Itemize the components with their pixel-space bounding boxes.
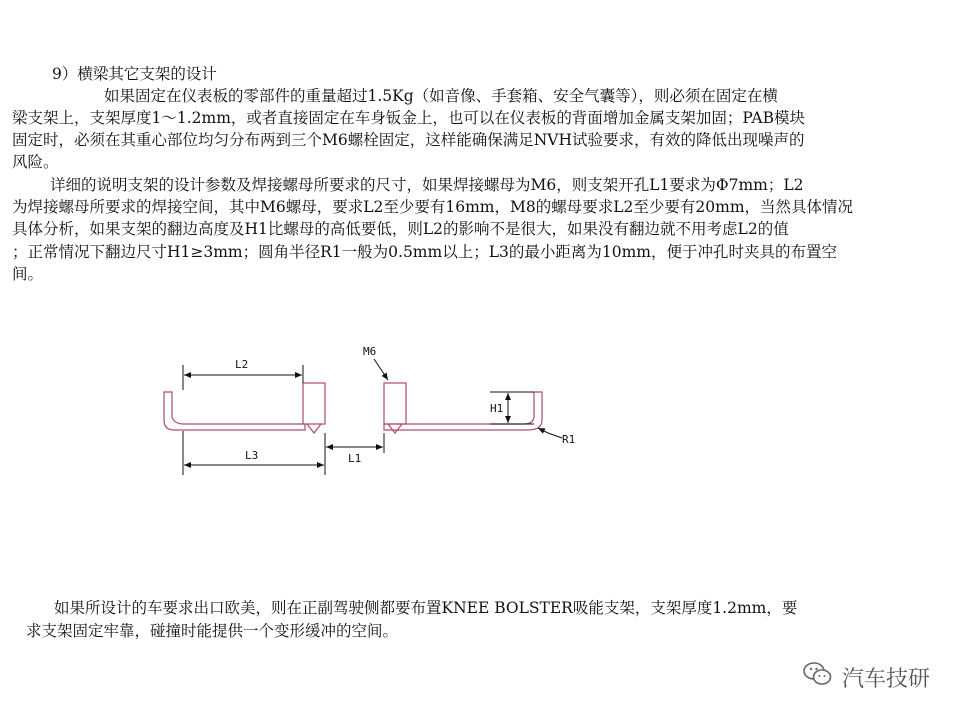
bracket-diagram — [150, 335, 600, 485]
para1-line2: 梁支架上，支架厚度1～1.2mm，或者直接固定在车身钣金上，也可以在仪表板的背面增加金属支架加固；PAB模块 — [12, 109, 806, 127]
label-h1: H1 — [490, 402, 504, 415]
para2-line3: 具体分析，如果支架的翻边高度及H1比螺母的高低要低，则L2的影响不是很大，如果没有翻边就不用考虑L2的值 — [12, 220, 789, 238]
left-bracket — [164, 392, 305, 430]
section-heading: 9）横梁其它支架的设计 — [52, 65, 217, 83]
para2-line4: ；正常情况下翻边尺寸H1≥3mm；圆角半径R1一般为0.5mm以上；L3的最小距离为10mm，便于冲孔时夹具的布置空 — [12, 243, 837, 261]
watermark-text: 汽车技研 — [841, 666, 930, 692]
para1-line3: 固定时，必须在其重心部位均匀分布两到三个M6螺栓固定，这样能确保满足NVH试验要求，有效的降低出现噪声的 — [12, 131, 805, 149]
para3-line2: 求支架固定牢靠，碰撞时能提供一个变形缓冲的空间。 — [26, 622, 399, 640]
label-m6: M6 — [363, 345, 377, 358]
label-l1: L1 — [348, 452, 362, 465]
para2-line2: 为焊接螺母所要求的焊接空间，其中M6螺母，要求L2至少要有16mm，M8的螺母要求L2至少要有20mm，当然具体情况 — [12, 198, 854, 216]
label-l2: L2 — [235, 358, 249, 371]
label-r1: R1 — [562, 433, 576, 446]
para2-line1: 详细的说明支架的设计参数及焊接螺母所要求的尺寸，如果焊接螺母为M6，则支架开孔L1要求为Φ7mm；L2 — [50, 176, 804, 194]
left-nut — [303, 383, 325, 424]
wechat-icon — [802, 660, 834, 694]
para1-line4: 风险。 — [12, 153, 59, 171]
para3-line1: 如果所设计的车要求出口欧美，则在正副驾驶侧都要布置KNEE BOLSTER吸能支架，支架厚度1.2mm，要 — [54, 599, 798, 617]
right-nut — [384, 383, 406, 424]
label-l3: L3 — [245, 449, 259, 462]
para2-line5: 间。 — [12, 265, 44, 283]
watermark — [802, 660, 930, 694]
para1-line1: 如果固定在仪表板的零部件的重量超过1.5Kg（如音像、手套箱、安全气囊等），则必须在固定在横 — [104, 87, 778, 105]
